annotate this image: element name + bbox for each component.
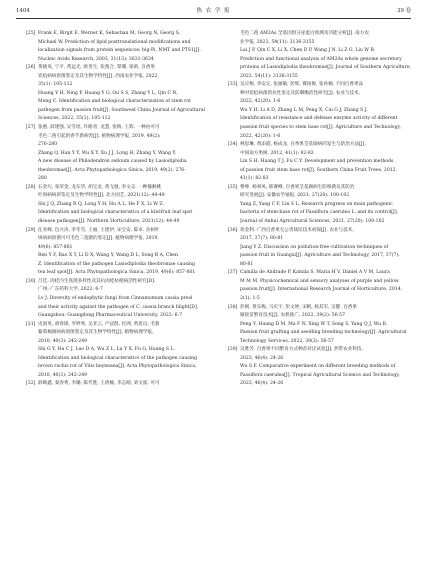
reference-line: 2022, 42(20): 1-6 (240, 133, 281, 139)
reference-number: [36] (228, 227, 238, 233)
reference-line: 毛色二孢 AM2As 全基因组分泌蛋白预测及功能分析[J]. 南方农 (240, 31, 369, 36)
reference-line: pathogen from passion fruit[J]. Southwest China Journal of Agricultural (38, 107, 205, 113)
reference-line: 2023, 54(11): 3136-3155 (240, 73, 298, 79)
page-number: 1404 (16, 8, 30, 14)
reference-line: and their activity against the pathogen of C. cassia branch blight[D]. (38, 304, 199, 310)
reference-line: 种对炭疽病菌的抗性鉴定及防御酶活性研究[J]. 农业与技术, (240, 90, 361, 96)
reference-line: Prediction and functional analysis of AM2As whole genome secretory (240, 56, 402, 62)
reference-line: bacteria of stem-base rot of Passiflora caerulea L. and its control[J]. (240, 210, 399, 216)
reference-line: 嫁接苗繁育技术[J]. 农机推广, 2022, 39(2): 56-57 (240, 313, 346, 319)
reference-line: 任亚峰, 包兴涛, 李冬雪, 王丽, 王建伊, 宋宝安, 陈卓. 杂树叶 (38, 227, 160, 233)
reference-line: 2(1): 1-5 (240, 295, 260, 301)
reference-line: of passion fruit stem base rot[J]. Southern China Fruit Trees, 2012, (240, 167, 398, 173)
reference-entry (26, 227, 211, 278)
reference-entry (26, 184, 211, 227)
reference-number: [39] (228, 347, 238, 353)
reference-number: [25] (26, 31, 36, 36)
reference-number: [27] (26, 125, 36, 131)
reference-line: Shi J Q, Zhang R Q, Long Y H, Hu A L, He F X, Li W Z. (38, 201, 164, 207)
reference-text (240, 141, 413, 184)
reference-number: [28] (26, 184, 36, 190)
reference-line: 林思琳, 黄添霞, 杨成龙. 百香果茎基腐病的发生与防治方法[J]. (240, 142, 366, 148)
reference-line: Peng Y, Huang D M, Ma F N, Xing W T, Song S, Yang Q J, Wu B. (240, 321, 388, 327)
running-header (16, 4, 411, 19)
reference-line: 曹峥, 杨翠凤, 韩赛峰, 百香果茎基腐病生防细菌及其防治 (240, 184, 355, 190)
reference-text (38, 64, 211, 124)
reference-line: 280 (38, 176, 47, 182)
reference-entry (228, 227, 413, 270)
reference-line: localization signals from protein sequences: big-Pi, NMT and PTS1[J]. (38, 48, 201, 54)
reference-line: 业学报, 2023, 54(11): 3136-3155 (240, 39, 315, 45)
reference-line: 2010, 40(3): 242-249 (38, 372, 88, 378)
reference-line: 2010, 40(3): 242-249 (38, 338, 88, 344)
reference-line: 49(6): 857-861 (38, 244, 73, 250)
reference-line: Michael W. Prediction of lipid posttranslational modifications and (38, 39, 191, 45)
reference-number: [29] (26, 227, 36, 233)
journal-title: 热 农 学 报 (196, 8, 231, 14)
reference-line: disease pathogen[J]. Northern Horticulture, 2021(12): 44-49 (38, 219, 180, 225)
reference-line: 2017, 37(7): 80-81 (240, 236, 284, 242)
reference-line: 石金巧, 张荣金, 龙东华, 胡宝龙, 黄飞驰, 李文志. 一种猕猴桃 (38, 184, 162, 190)
reference-text (38, 278, 211, 321)
reference-text (240, 81, 413, 141)
reference-line: 蒋金利. 广西百香果无公害栽培技术初探[J]. 农业与技术, (240, 227, 354, 233)
reference-line: 张惠, 薛建强, 吴雪瑶, 许路青, 龙慧, 张梅, 王辉. 一种由可可 (38, 125, 160, 131)
reference-line: 葡萄褐腐病病原菌鉴定及其生物学特性[J]. 植物病理学报, (38, 330, 154, 336)
reference-line: 2022, 42(20): 1-6 (240, 99, 281, 105)
reference-line: 叶斑病病原鉴定及生物学特性[J]. 北方园艺, 2021(12): 44-49 (38, 193, 165, 199)
reference-line: Identification of resistance and defense enzyme activity of different (240, 116, 398, 122)
reference-text (240, 184, 413, 227)
reference-line: Identification and biological characteristics of a kiwifruit leaf spot (38, 210, 193, 216)
reference-line: theobromae[J]. Acta Phytopathologica Sinica, 2019, 49(2): 276- (38, 167, 186, 173)
reference-line: 炭疽病病原菌鉴定及其生物学特性[J]. 西南农业学报, 2022, (38, 73, 159, 79)
reference-entry (26, 64, 211, 124)
reference-line: Passion fruit grafting and seedling breeding technology[J]. Agricultural (240, 330, 407, 336)
reference-line: 2023, 46(4): 24-26 (240, 381, 284, 387)
reference-line: 黄晓岚, 宁平, 黄远光, 欧善生, 张燕合, 覃珊, 梁莉, 百香果 (38, 65, 155, 71)
reference-line: 吴胜芳. 百香果不同繁育方式种苗对比试验[J]. 热带农业科技, (240, 347, 363, 353)
reference-line: Sciences, 2022, 35(1): 105-112 (38, 116, 111, 122)
reference-entry (228, 346, 413, 389)
reference-line: 斑病病原菌可可毛色二孢菌的鉴定[J]. 植物病理学报, 2019, (38, 236, 159, 242)
reference-line: 研究进展[J]. 安徽农学通报, 2021, 27(20): 100-102 (240, 193, 350, 199)
reference-number: [30] (26, 278, 36, 284)
reference-text (38, 184, 211, 227)
reference-number: [34] (228, 142, 238, 148)
reference-text (240, 30, 413, 81)
reference-line: brown rachis rot of Vitis heyneana[J]. Acta Phytopathologica Sinica, (38, 364, 197, 370)
reference-column-right (228, 30, 413, 389)
reference-number: [31] (26, 321, 36, 327)
reference-entry (26, 30, 211, 64)
reference-line: Nucleic Acids Research, 2003, 31(13): 3631-3634 (38, 56, 154, 62)
reference-line: Camilla de Andrade P, Kamila S, Maria H V, Daniel A V M, Laura (240, 270, 390, 276)
reference-line: Meng C. Identification and biological characterization of stem rot (38, 99, 191, 105)
reference-line: 吴应梅, 李安定, 张丽敏, 彭辉, 赛国俊, 张孙楠. 不同百香果品 (240, 82, 364, 88)
reference-entry (228, 269, 413, 303)
reference-line: Lin S H, Huang T J, Fu C Y. Development and prevention methods (240, 159, 394, 165)
reference-line: Wu S F. Comparative experiment on different breeding methods of (240, 364, 396, 370)
reference-line: 毛色二孢引起的香芋新病害[J]. 植物病理学报, 2019, 49(2): (38, 133, 161, 139)
reference-line: 276-280 (38, 142, 58, 148)
reference-entry (26, 380, 211, 389)
volume-number: 39 卷 (397, 8, 411, 14)
reference-number: [35] (228, 184, 238, 190)
reference-entry (228, 81, 413, 141)
reference-line: Guangzhou: Guangdong Pharmaceutical University, 2022: 6-7 (38, 313, 183, 319)
reference-line: Frank E, Birgit E, Werner K, Sebastian M, Georg N, Georg S, (38, 31, 181, 36)
reference-line: Lai J P, Qin C X, Li X, Chen D P, Wang J N, Li Z G, Liu W B. (240, 48, 376, 54)
reference-line: Zhang Q, Han Y Y, Wu X Y, Xu J J, Long H, Zhang Y, Wang Y. (38, 150, 177, 156)
reference-line: Passiflora caerulea[J]. Tropical Agricultural Science and Technology, (240, 372, 400, 378)
reference-text (38, 30, 211, 64)
reference-line: 广州: 广东药科大学, 2022: 6-7 (38, 287, 103, 293)
reference-column-left (26, 30, 211, 389)
reference-line: Wu Y H, Li A D, Zhang L M, Peng X, Cai G J, Zhang S J. (240, 107, 368, 113)
reference-line: 薛畴鑫, 秦春秀, 李璐, 陈代胜, 王倩楠, 李志刚, 刘文波. 可可 (38, 381, 160, 387)
reference-line: Jiang Y Z. Discussion on pollution-free cultivation techniques of (240, 244, 389, 250)
reference-line: Shi G Y, Hu C J, Luo D A, Wu Z L, Lu Y X, Fu G, Huang S L. (38, 347, 175, 353)
reference-text (240, 269, 413, 303)
reference-line: 吕佳. 肉桂内生真菌多样性及其抗肉桂枯梢病活性研究[D]. (38, 278, 156, 284)
reference-number: [37] (228, 270, 238, 276)
reference-line: Journal of Anhui Agricultural Sciences, 2021, 27(20): 100-102 (240, 219, 385, 225)
reference-line: Lv J. Diversity of endophytic fungi from Cinnamomum cassia presl (38, 295, 193, 301)
reference-line: Technology Services, 2022, 39(2): 56-57 (240, 338, 334, 344)
reference-line: M M M. Physicochemical and sensory analyses of purple and yellow (240, 278, 399, 284)
reference-entry (228, 141, 413, 184)
reference-number: [38] (228, 304, 238, 310)
reference-entry (26, 321, 211, 381)
reference-line: 史国英, 胡春锦, 罗婷秀, 吴亚云, 卢冠群, 付洲, 黄思良, 毛蓉 (38, 321, 160, 327)
reference-line: 35(1): 105-112 (38, 82, 73, 88)
reference-text (38, 227, 211, 278)
reference-line: 中国南方果树, 2012, 41(1): 82-83 (240, 150, 314, 156)
reference-text (240, 304, 413, 347)
reference-line: passion fruit[J]. International Research Journal of Horticulture, 2014, (240, 287, 403, 293)
reference-line: passion fruit species to stem base rot[J]. Agriculture and Technology, (240, 125, 401, 131)
reference-line: passion fruit in Guangxi[J]. Agriculture and Technology, 2017, 37(7): (240, 253, 400, 259)
reference-text (38, 321, 211, 381)
reference-line: Ren Y F, Bao X T, Li D X, Wang Y, Wang D L, Song B A, Chen (38, 253, 178, 259)
reference-entry (26, 278, 211, 321)
reference-number (228, 30, 240, 81)
reference-line: 彭朝, 黄东梅, 马庆宇, 彭文婷, 宋帆, 杨其军, 吴健. 百香果 (240, 304, 357, 310)
reference-line: 41(1): 82-83 (240, 176, 269, 182)
reference-number: [32] (26, 381, 36, 387)
reference-text (38, 124, 211, 184)
reference-line: 2023, 46(4): 24-26 (240, 355, 284, 361)
reference-line: 80-81 (240, 261, 254, 267)
reference-continuation (228, 30, 413, 81)
reference-line: A new disease of Philodendron selloum caused by Lasiodiplodia (38, 159, 187, 165)
reference-text (240, 227, 413, 270)
reference-line: proteins of Lasiodiplodia theobromae[J]. Journal of Southern Agriculture, (240, 65, 411, 71)
reference-entry (228, 184, 413, 227)
reference-entry (228, 304, 413, 347)
reference-text (240, 346, 413, 389)
reference-line: Huang Y H, Ning P, Huang Y G, Ou S S, Zhang Y L, Qin C N, (38, 90, 178, 96)
reference-line: Identification and biological characteristics of the pathogen causing (38, 355, 198, 361)
reference-number: [33] (228, 82, 238, 88)
reference-entry (26, 124, 211, 184)
reference-line: Yang Z, Yang C F, Lin S L. Research progress on main pathogenic (240, 201, 393, 207)
reference-line: tea leaf spot[J]. Acta Phytopathologica Sinica, 2019, 49(6): 857-861 (38, 270, 196, 276)
reference-text (38, 380, 211, 389)
reference-number: [26] (26, 65, 36, 71)
reference-line: Z. Identification of the pathogen Lasiodiplodia theobromae causing (38, 261, 195, 267)
